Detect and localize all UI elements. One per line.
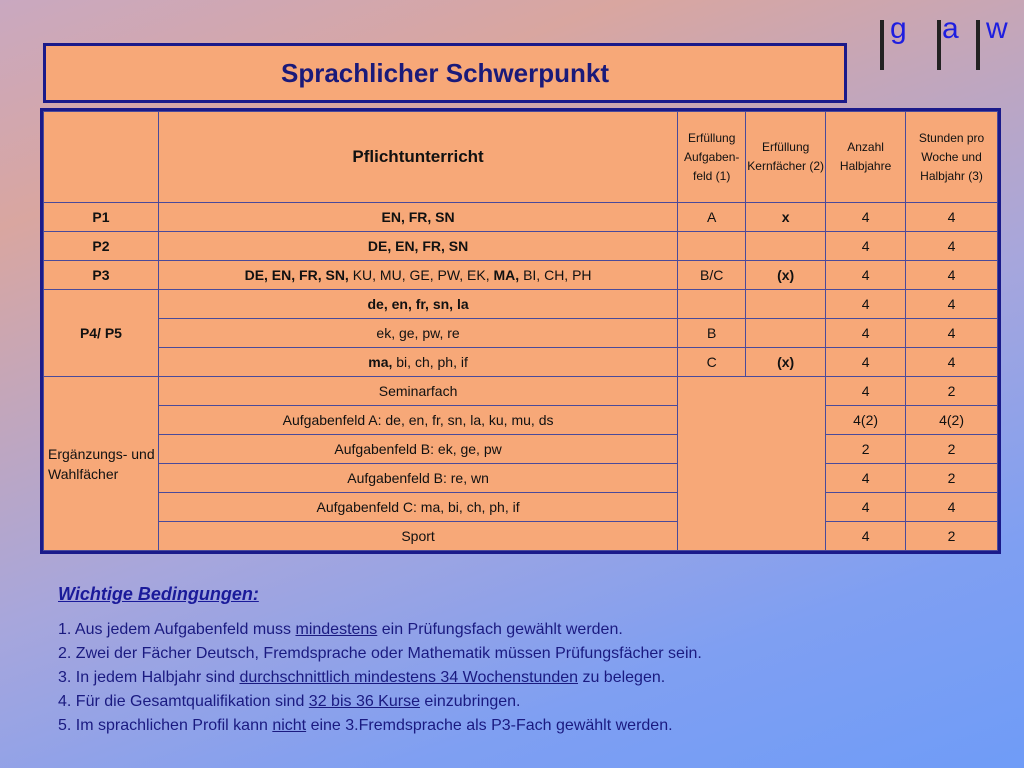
cell-empty-merged	[678, 377, 826, 551]
condition-5	[58, 714, 702, 738]
subjects-bold-ma: MA,	[493, 267, 520, 283]
row-subjects: ek, ge, pw, re	[158, 319, 677, 348]
cell-halbjahre: 4	[826, 232, 906, 261]
cell-stunden: 2	[906, 435, 998, 464]
cell-aufgabenfeld	[678, 232, 746, 261]
cell-halbjahre: 4	[826, 261, 906, 290]
cell-kernfach: (x)	[746, 261, 826, 290]
cell-aufgabenfeld: A	[678, 203, 746, 232]
condition-underline: nicht	[272, 717, 307, 734]
row-label: P3	[44, 261, 159, 290]
condition-2: 2. Zwei der Fächer Deutsch, Fremdsprache oder Mathematik müssen Prüfungsfächer sein.	[58, 645, 702, 662]
table-row-p45-1	[44, 290, 998, 319]
row-subjects: de, en, fr, sn, la	[158, 290, 677, 319]
conditions-title: Wichtige Bedingungen:	[58, 584, 259, 604]
row-subjects: Aufgabenfeld C: ma, bi, ch, ph, if	[158, 493, 677, 522]
cell-stunden: 4	[906, 348, 998, 377]
condition-text: 5. Im sprachlichen Profil kann	[58, 717, 273, 734]
gaw-logo	[880, 14, 1020, 74]
cell-stunden: 4	[906, 319, 998, 348]
cell-aufgabenfeld: C	[678, 348, 746, 377]
condition-text: ein Prüfungsfach gewählt werden.	[377, 621, 623, 638]
cell-kernfach	[746, 290, 826, 319]
cell-kernfach	[746, 319, 826, 348]
cell-stunden: 4	[906, 203, 998, 232]
cell-halbjahre: 4	[826, 522, 906, 551]
table-row-p1	[44, 203, 998, 232]
row-subjects: DE, EN, FR, SN	[158, 232, 677, 261]
row-subjects	[158, 348, 677, 377]
cell-kernfach	[746, 232, 826, 261]
subjects-bold: ma,	[368, 354, 393, 370]
condition-text: eine 3.Fremdsprache als P3-Fach gewählt werden.	[306, 717, 673, 734]
table-row-p3	[44, 261, 998, 290]
conditions-list	[58, 618, 702, 738]
table-row-erg-5	[44, 493, 998, 522]
table-header-row	[44, 112, 998, 203]
row-label: P2	[44, 232, 159, 261]
row-label-ergaenzung: Ergänzungs- und Wahlfächer	[44, 377, 159, 551]
table-row-erg-3	[44, 435, 998, 464]
table-row-p45-3	[44, 348, 998, 377]
condition-text: zu belegen.	[578, 669, 666, 686]
title-box	[43, 43, 847, 103]
cell-stunden: 4	[906, 261, 998, 290]
header-stunden: Stunden pro Woche und Halbjahr (3)	[906, 112, 998, 203]
condition-text: 1. Aus jedem Aufgabenfeld muss	[58, 621, 296, 638]
course-table	[43, 111, 998, 551]
table-row-p2	[44, 232, 998, 261]
cell-halbjahre: 4	[826, 290, 906, 319]
logo-bar	[937, 20, 941, 70]
table-row-erg-6	[44, 522, 998, 551]
row-subjects: EN, FR, SN	[158, 203, 677, 232]
logo-letter-w: w	[986, 12, 1008, 45]
row-subjects: Aufgabenfeld B: re, wn	[158, 464, 677, 493]
row-subjects: Seminarfach	[158, 377, 677, 406]
row-subjects: Aufgabenfeld A: de, en, fr, sn, la, ku, mu, ds	[158, 406, 677, 435]
cell-aufgabenfeld: B	[678, 319, 746, 348]
header-kernfaecher: Erfüllung Kernfächer (2)	[746, 112, 826, 203]
page-title: Sprachlicher Schwerpunkt	[281, 57, 609, 88]
cell-stunden: 4(2)	[906, 406, 998, 435]
logo-letter-g: g	[890, 12, 907, 45]
subjects-normal-end: BI, CH, PH	[519, 267, 592, 283]
condition-3	[58, 666, 702, 690]
header-empty-cell	[44, 112, 159, 203]
row-label: P1	[44, 203, 159, 232]
subjects-normal: bi, ch, ph, if	[392, 354, 468, 370]
logo-letter-a: a	[942, 12, 959, 45]
row-subjects: Aufgabenfeld B: ek, ge, pw	[158, 435, 677, 464]
cell-halbjahre: 4	[826, 348, 906, 377]
condition-underline: durchschnittlich mindestens 34 Wochenstunden	[239, 669, 579, 686]
cell-stunden: 4	[906, 232, 998, 261]
header-pflicht: Pflichtunterricht	[158, 112, 677, 203]
cell-halbjahre: 4	[826, 203, 906, 232]
cell-kernfach: x	[746, 203, 826, 232]
condition-text: 3. In jedem Halbjahr sind	[58, 669, 240, 686]
cell-stunden: 2	[906, 377, 998, 406]
condition-underline: 32 bis 36 Kurse	[308, 693, 420, 710]
cell-stunden: 2	[906, 464, 998, 493]
cell-kernfach: (x)	[746, 348, 826, 377]
row-subjects: Sport	[158, 522, 677, 551]
condition-underline: mindestens	[295, 621, 378, 638]
table-row-p45-2	[44, 319, 998, 348]
header-halbjahre: Anzahl Halbjahre	[826, 112, 906, 203]
cell-halbjahre: 2	[826, 435, 906, 464]
cell-stunden: 2	[906, 522, 998, 551]
cell-stunden: 4	[906, 290, 998, 319]
cell-aufgabenfeld: B/C	[678, 261, 746, 290]
cell-halbjahre: 4	[826, 493, 906, 522]
cell-halbjahre: 4	[826, 377, 906, 406]
cell-aufgabenfeld	[678, 290, 746, 319]
row-label: P4/ P5	[44, 290, 159, 377]
logo-bar	[880, 20, 884, 70]
table-row-erg-2	[44, 406, 998, 435]
condition-text: 4. Für die Gesamtqualifikation sind	[58, 693, 309, 710]
condition-4	[58, 690, 702, 714]
cell-stunden: 4	[906, 493, 998, 522]
subjects-bold: DE, EN, FR, SN,	[244, 267, 349, 283]
condition-1	[58, 618, 702, 642]
condition-text: einzubringen.	[419, 693, 521, 710]
table-row-erg-4	[44, 464, 998, 493]
cell-halbjahre: 4	[826, 464, 906, 493]
logo-bar	[976, 20, 980, 70]
table-row-erg-1	[44, 377, 998, 406]
cell-halbjahre: 4(2)	[826, 406, 906, 435]
subjects-normal: KU, MU, GE, PW, EK,	[348, 267, 494, 283]
cell-halbjahre: 4	[826, 319, 906, 348]
header-aufgabenfeld: Erfüllung Aufgaben-feld (1)	[678, 112, 746, 203]
row-subjects	[158, 261, 677, 290]
